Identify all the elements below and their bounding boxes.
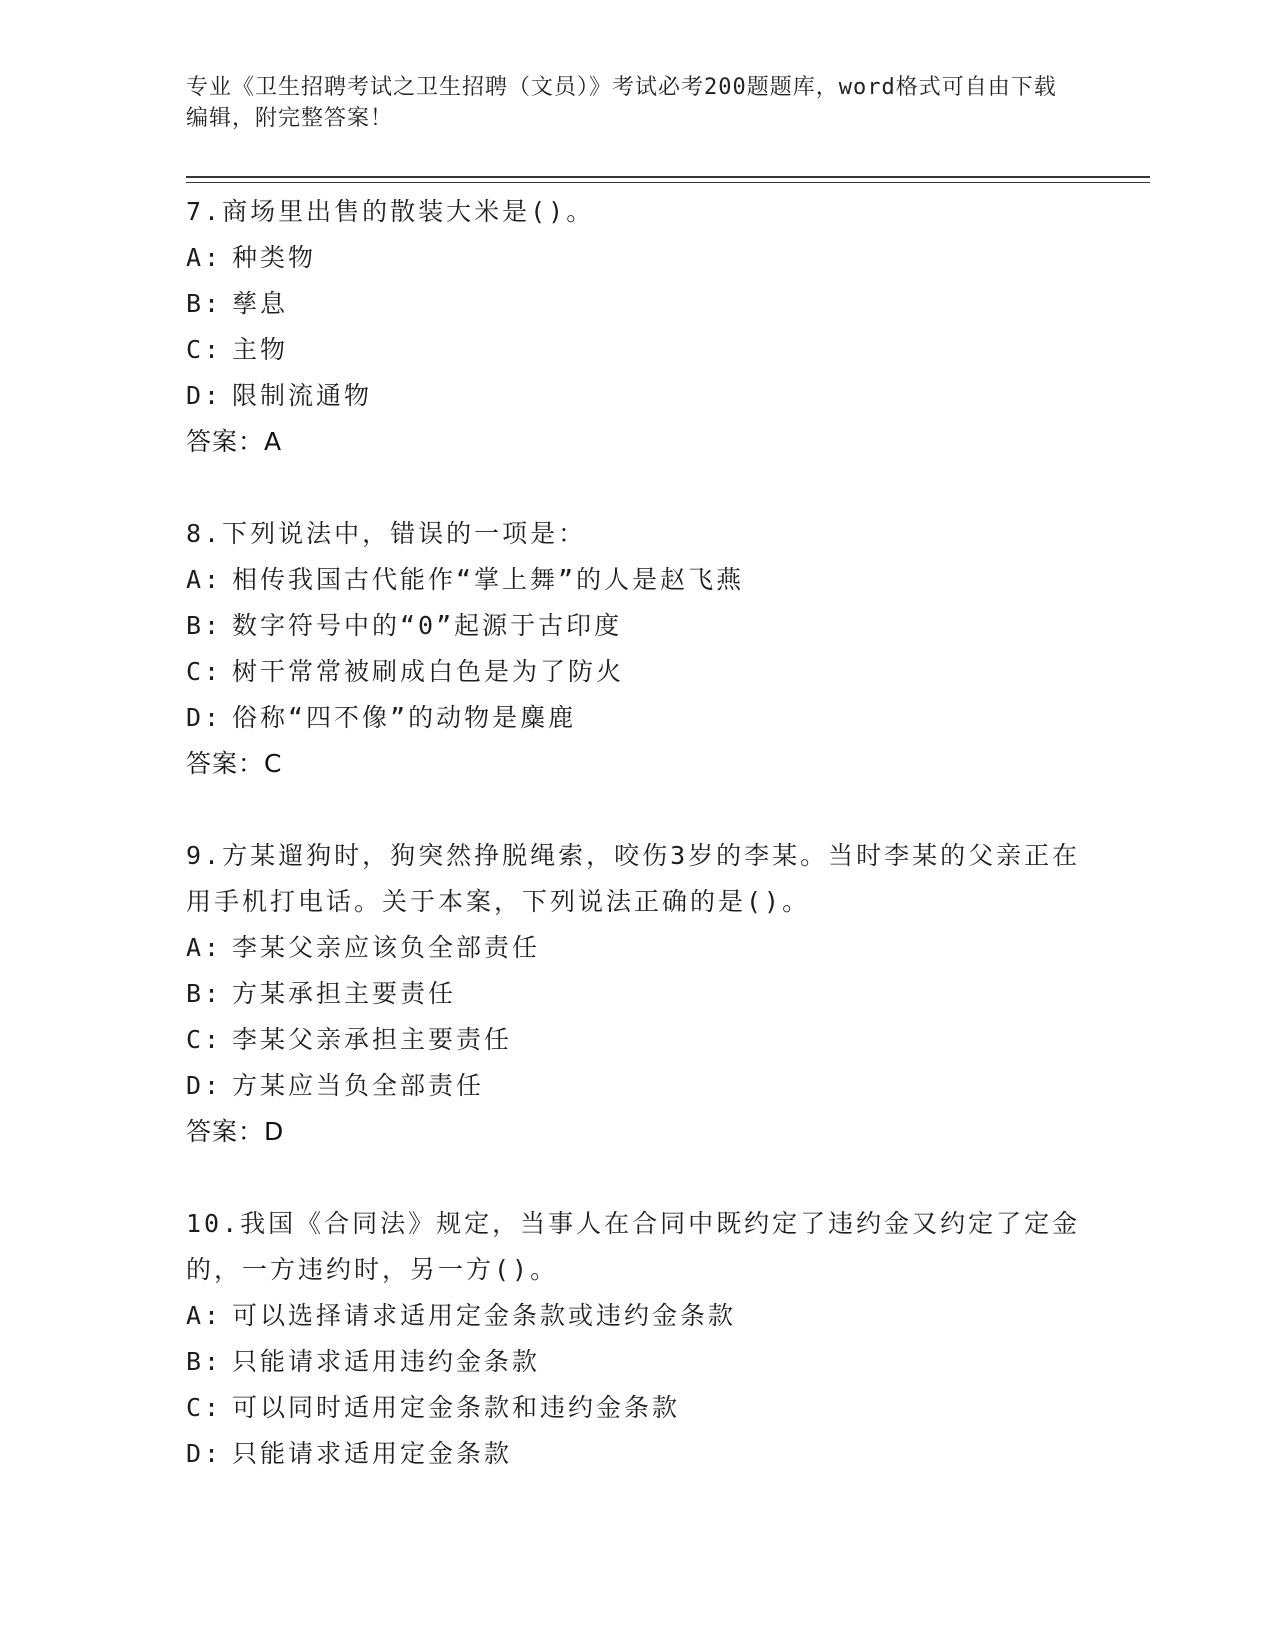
question-10 (186, 1201, 1086, 1477)
option-c (186, 649, 1086, 695)
question-8 (186, 511, 1086, 787)
option-d (186, 1063, 1086, 1109)
question-7 (186, 189, 1086, 465)
option-text: 方某应当负全部责任 (232, 1071, 485, 1100)
option-text: 相传我国古代能作“掌上舞”的人是赵飞燕 (232, 565, 745, 594)
option-text: 可以选择请求适用定金条款或违约金条款 (232, 1301, 737, 1330)
answer-line: 答案：D (186, 1117, 285, 1146)
option-letter: A: (186, 243, 223, 272)
answer-line: 答案：A (186, 427, 283, 456)
option-letter: D: (186, 1071, 223, 1100)
option-text: 可以同时适用定金条款和违约金条款 (232, 1393, 681, 1422)
option-b (186, 1339, 1086, 1385)
option-a (186, 1293, 1086, 1339)
option-text: 树干常常被刷成白色是为了防火 (232, 657, 625, 686)
option-letter: C: (186, 335, 223, 364)
option-text: 种类物 (232, 243, 317, 272)
option-text: 限制流通物 (232, 381, 373, 410)
question-stem: 10.我国《合同法》规定，当事人在合同中既约定了违约金又约定了定金的，一方违约时，另一方()。 (186, 1209, 1081, 1284)
header-rule-top (186, 176, 1150, 178)
option-d (186, 695, 1086, 741)
option-letter: B: (186, 979, 223, 1008)
option-letter: A: (186, 933, 223, 962)
option-letter: B: (186, 1347, 223, 1376)
document-header: 专业《卫生招聘考试之卫生招聘（文员）》考试必考200题题库，word格式可自由下载编辑，附完整答案！ (186, 75, 1057, 131)
question-list (186, 189, 1086, 1523)
header-rule-bottom (186, 182, 1150, 183)
option-letter: D: (186, 381, 223, 410)
option-b (186, 281, 1086, 327)
option-text: 孳息 (232, 289, 289, 318)
option-a (186, 235, 1086, 281)
question-stem: 9.方某遛狗时，狗突然挣脱绳索，咬伤3岁的李某。当时李某的父亲正在用手机打电话。关于本案，下列说法正确的是()。 (186, 841, 1081, 916)
option-c (186, 1017, 1086, 1063)
option-b (186, 971, 1086, 1017)
option-letter: B: (186, 289, 223, 318)
option-letter: D: (186, 703, 223, 732)
option-letter: A: (186, 1301, 223, 1330)
question-stem: 7.商场里出售的散装大米是()。 (186, 197, 595, 226)
option-text: 只能请求适用违约金条款 (232, 1347, 541, 1376)
option-d (186, 373, 1086, 419)
option-letter: D: (186, 1439, 223, 1468)
option-letter: C: (186, 657, 223, 686)
option-text: 李某父亲应该负全部责任 (232, 933, 541, 962)
option-text: 主物 (232, 335, 289, 364)
option-a (186, 925, 1086, 971)
option-text: 方某承担主要责任 (232, 979, 457, 1008)
option-text: 俗称“四不像”的动物是麋鹿 (232, 703, 577, 732)
option-letter: C: (186, 1393, 223, 1422)
option-letter: A: (186, 565, 223, 594)
option-letter: B: (186, 611, 223, 640)
answer-line: 答案：C (186, 749, 283, 778)
option-text: 李某父亲承担主要责任 (232, 1025, 513, 1054)
option-a (186, 557, 1086, 603)
option-b (186, 603, 1086, 649)
question-stem: 8.下列说法中，错误的一项是： (186, 519, 587, 548)
option-c (186, 1385, 1086, 1431)
question-9 (186, 833, 1086, 1155)
option-letter: C: (186, 1025, 223, 1054)
option-text: 数字符号中的“0”起源于古印度 (232, 611, 623, 640)
option-d (186, 1431, 1086, 1477)
option-text: 只能请求适用定金条款 (232, 1439, 513, 1468)
option-c (186, 327, 1086, 373)
